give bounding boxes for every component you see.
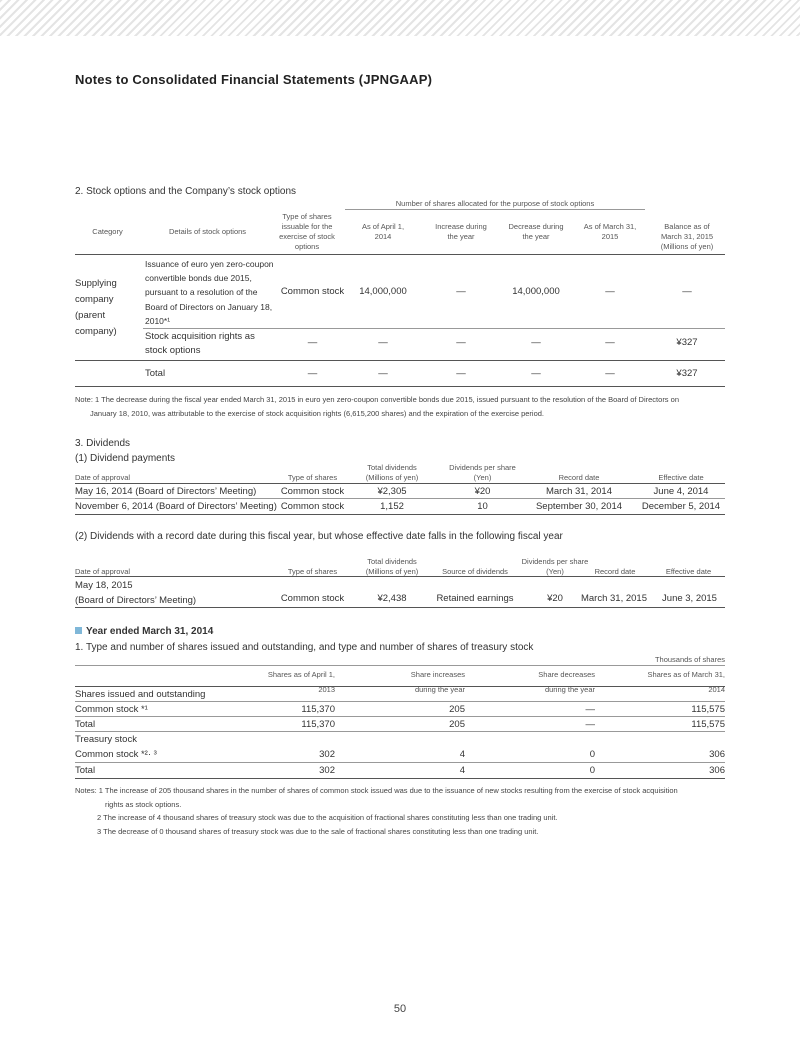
row2-rule xyxy=(75,360,725,361)
row2-details: Stock acquisition rights as stock options xyxy=(145,331,255,356)
page-title: Notes to Consolidated Financial Statements (JPNGAAP) xyxy=(75,72,433,87)
row2-decrease: — xyxy=(531,337,541,348)
div2-col-total: Total dividends (Millions of yen) xyxy=(365,557,419,576)
treasury-common-label: Common stock *²· ³ xyxy=(75,749,157,760)
div2-header-rule xyxy=(75,576,725,577)
div-header-rule xyxy=(75,483,725,484)
row2-april: — xyxy=(378,337,388,348)
row1-type: Common stock xyxy=(280,286,345,297)
row1-april: 14,000,000 xyxy=(359,286,407,297)
div-row2-effective: December 5, 2014 xyxy=(641,501,721,512)
div-row2-date: November 6, 2014 (Board of Directors’ Meeting) xyxy=(75,501,277,512)
div2-row-total: ¥2,438 xyxy=(377,593,407,604)
div2-col-date: Date of approval xyxy=(75,567,131,576)
unit-label: Thousands of shares xyxy=(654,655,725,664)
issued-total-april: 115,370 xyxy=(301,719,335,730)
row1-rule xyxy=(143,328,725,329)
row2-march: — xyxy=(605,337,615,348)
dividend-payments-heading: (1) Dividend payments xyxy=(75,453,176,464)
y-col-march: Shares as of March 31, 2014 xyxy=(647,670,725,694)
div2-row-rule xyxy=(75,607,725,608)
div-col-type: Type of shares xyxy=(287,473,338,482)
div-row2-total: 1,152 xyxy=(380,501,404,512)
div2-row-date: May 18, 2015 (Board of Directors’ Meeting) xyxy=(75,580,197,606)
div-row1-record: March 31, 2014 xyxy=(545,486,612,497)
treasury-label: Treasury stock xyxy=(75,734,137,745)
div-row2-rule xyxy=(75,514,725,515)
y-col-increase: Share increases during the year xyxy=(410,670,465,694)
row2-balance: ¥327 xyxy=(676,337,698,348)
treasury-total-increase: 4 xyxy=(459,765,465,776)
total-increase: — xyxy=(456,368,466,379)
div-row1-date: May 16, 2014 (Board of Directors’ Meeting) xyxy=(75,486,257,497)
div-col-dps: Dividends per share (Yen) xyxy=(449,463,516,482)
row1-decrease: 14,000,000 xyxy=(512,286,560,297)
row1-balance: — xyxy=(682,286,692,297)
div-row1-rule xyxy=(75,498,725,499)
div-row1-effective: June 4, 2014 xyxy=(653,486,709,497)
total-april: — xyxy=(378,368,388,379)
treasury-total-april: 302 xyxy=(319,765,335,776)
col-details: Details of stock options xyxy=(168,227,247,236)
treasury-common-march: 306 xyxy=(709,749,725,760)
div-row2-record: September 30, 2014 xyxy=(535,501,623,512)
issued-total-label: Total xyxy=(75,719,96,730)
row2-type: — xyxy=(307,337,318,348)
div2-col-effective: Effective date xyxy=(665,567,712,576)
div2-row-record: March 31, 2015 xyxy=(580,593,647,604)
div2-col-record: Record date xyxy=(594,567,636,576)
div-row2-dps: 10 xyxy=(477,501,488,512)
div-row1-total: ¥2,305 xyxy=(377,486,407,497)
treasury-common-april: 302 xyxy=(319,749,335,760)
total-decrease: — xyxy=(531,368,541,379)
year2014-heading: Year ended March 31, 2014 xyxy=(75,626,213,637)
issued-common-increase: 205 xyxy=(449,704,465,715)
col-category: Category xyxy=(92,227,123,236)
stock-options-heading: 2. Stock options and the Company’s stock options xyxy=(75,186,297,197)
total-type: — xyxy=(307,368,318,379)
treasury-common-increase: 4 xyxy=(459,749,465,760)
issued-common-label: Common stock *¹ xyxy=(75,704,148,715)
div2-row-effective: June 3, 2015 xyxy=(662,593,717,604)
div-row1-dps: ¥20 xyxy=(474,486,491,497)
col-increase: Increase during the year xyxy=(435,222,487,241)
row2-increase: — xyxy=(456,337,466,348)
treasury-total-rule xyxy=(75,778,725,779)
issued-total-increase: 205 xyxy=(449,719,465,730)
treasury-total-label: Total xyxy=(75,765,96,776)
div-col-effective: Effective date xyxy=(658,473,704,482)
group-header: Number of shares allocated for the purpose of stock options xyxy=(395,199,595,208)
issued-common-decrease: — xyxy=(585,704,595,715)
col-type: Type of shares issuable for the exercise of stock options xyxy=(279,212,335,251)
div2-row-source: Retained earnings xyxy=(436,593,514,604)
div-row2-type: Common stock xyxy=(280,501,345,512)
y-col-april: Shares as of April 1, 2013 xyxy=(267,670,335,694)
col-april: As of April 1, 2014 xyxy=(361,222,405,241)
treasury-total-march: 306 xyxy=(709,765,725,776)
year2014-notes: Notes: 1 The increase of 205 thousand shares in the number of shares of common stock issued was due to the issuance of new stocks resulting from the exercise of stock acquisition rights as stock options. 2 The increase of 4 thousand shares of treasury stock was due to the acquisition of fractional shares constituting less than one trading unit. 3 The decrease of 0 thousand shares of treasury stock was due to the sale of fractional shares constituting less than one trading unit. xyxy=(75,786,678,836)
row1-march: — xyxy=(605,286,615,297)
total-label: Total xyxy=(145,368,166,379)
page-number: 50 xyxy=(393,1003,407,1015)
div-col-record: Record date xyxy=(558,473,600,482)
total-rule xyxy=(75,386,725,387)
div2-col-dps: Dividends per share (Yen) xyxy=(521,557,589,576)
issued-common-april: 115,370 xyxy=(301,704,335,715)
div2-col-type: Type of shares xyxy=(287,567,338,576)
total-balance: ¥327 xyxy=(676,368,698,379)
row1-increase: — xyxy=(456,286,466,297)
div2-row-type: Common stock xyxy=(280,593,345,604)
section-marker-icon xyxy=(75,627,82,634)
div-row1-type: Common stock xyxy=(280,486,345,497)
y-top-rule xyxy=(75,665,725,666)
row1-details: Issuance of euro yen zero-coupon convertible bonds due 2015, pursuant to a resolution of the Board of Directors on January 18, 2010*¹ xyxy=(145,259,274,326)
div2-row-dps: ¥20 xyxy=(547,593,563,604)
category-cell: Supplying company (parent company) xyxy=(75,278,117,337)
header-stripe xyxy=(0,0,800,36)
treasury-common-rule xyxy=(75,762,725,763)
dividends-heading: 3. Dividends xyxy=(75,438,131,449)
issued-label: Shares issued and outstanding xyxy=(75,689,206,700)
treasury-total-decrease: 0 xyxy=(589,765,595,776)
div2-col-source: Source of dividends xyxy=(442,567,508,576)
issued-common-march: 115,575 xyxy=(691,704,725,715)
stock-options-note: Note: 1 The decrease during the fiscal year ended March 31, 2015 in euro yen zero-coupon convertible bonds due 2015, issued pursuant to the resolution of the Board of Directors on January 18, 2010, was attributable to the exercise of stock acquisition rights (6,615,200 shares) and the expiration of the exercise period. xyxy=(75,395,679,418)
treasury-common-decrease: 0 xyxy=(589,749,595,760)
issued-total-march: 115,575 xyxy=(691,719,725,730)
issued-total-decrease: — xyxy=(585,719,595,730)
issued-total-rule xyxy=(75,731,725,732)
div-col-date: Date of approval xyxy=(75,473,131,482)
col-decrease: Decrease during the year xyxy=(508,222,564,241)
col-balance: Balance as of March 31, 2015 (Millions of yen) xyxy=(660,222,714,251)
div-col-total: Total dividends (Millions of yen) xyxy=(365,463,419,482)
year2014-subheading: 1. Type and number of shares issued and outstanding, and type and number of shares of treasury stock xyxy=(75,642,534,653)
col-march: As of March 31, 2015 xyxy=(583,222,637,241)
issued-label-rule xyxy=(75,701,725,702)
total-march: — xyxy=(605,368,615,379)
dividends-following-heading: (2) Dividends with a record date during this fiscal year, but whose effective date falls in the following fiscal year xyxy=(75,531,563,542)
issued-common-rule xyxy=(75,716,725,717)
y-header-rule xyxy=(75,686,725,687)
table-header-rule xyxy=(75,254,725,255)
y-col-decrease: Share decreases during the year xyxy=(538,670,595,694)
group-header-rule xyxy=(345,209,645,210)
